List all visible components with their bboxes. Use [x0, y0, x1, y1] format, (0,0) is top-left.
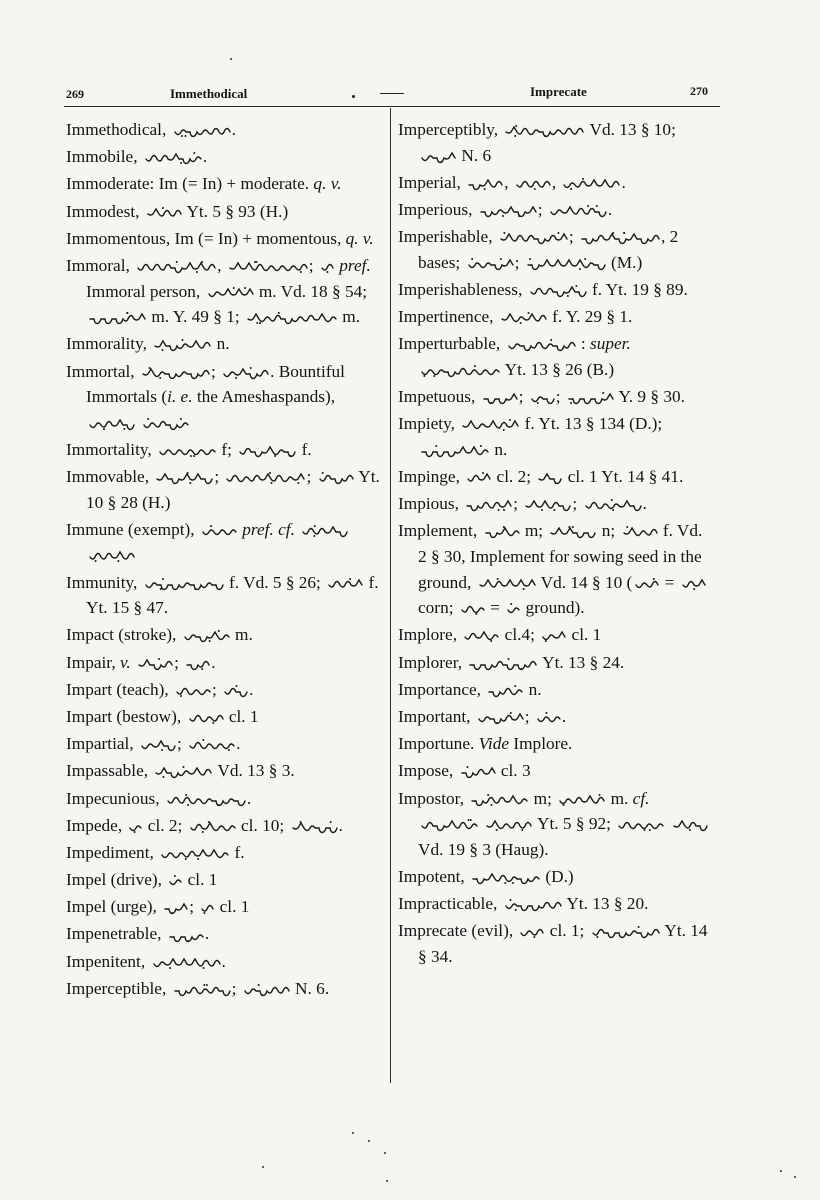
entry-text: ;	[513, 494, 523, 514]
entry-text: ;	[214, 467, 224, 487]
entry-text: Vd. 19 § 3 (Haug).	[418, 839, 549, 859]
entry-text: N. 6.	[290, 978, 330, 998]
entry-text: Yt. 5 § 93 (H.)	[182, 201, 289, 221]
entry-text: ;	[306, 467, 316, 487]
dictionary-entry	[398, 170, 714, 196]
left-running-headword: Immethodical	[170, 86, 248, 101]
entry-text: Impetuous,	[398, 387, 480, 407]
avestan-word-glyph	[299, 523, 349, 539]
avestan-word-glyph	[482, 524, 521, 540]
entry-text: Impact (stroke),	[66, 625, 181, 645]
avestan-word-glyph	[418, 149, 457, 165]
entry-text: Immoral,	[66, 255, 135, 275]
entry-text: ;	[174, 652, 184, 672]
avestan-word-glyph	[502, 897, 563, 913]
entry-text: n.	[212, 334, 230, 354]
dictionary-entry	[66, 331, 384, 357]
dictionary-entry	[66, 867, 384, 893]
avestan-word-glyph	[164, 792, 247, 808]
avestan-word-glyph	[325, 576, 364, 592]
entry-text: n.	[490, 439, 508, 459]
entry-text: : super.	[576, 334, 631, 354]
avestan-word-glyph	[463, 497, 513, 513]
avestan-word-glyph	[226, 259, 309, 275]
dictionary-entry	[66, 226, 384, 252]
avestan-word-glyph	[578, 230, 661, 246]
dictionary-entry	[398, 758, 714, 784]
avestan-word-glyph	[151, 337, 212, 353]
entry-text: Imperceptible,	[66, 978, 171, 998]
entry-text: Yt. 13 § 24.	[538, 652, 625, 672]
dictionary-entry	[66, 813, 384, 839]
dictionary-entry	[66, 199, 384, 225]
entry-text: Impenitent,	[66, 951, 150, 971]
entry-text: cl. 1	[224, 706, 259, 726]
entry-text: m.	[230, 625, 253, 645]
avestan-word-glyph	[513, 176, 552, 192]
entry-text: ground).	[521, 598, 585, 618]
entry-text: ;	[568, 227, 578, 247]
entry-text: m. cf.	[606, 788, 650, 808]
dictionary-entry	[398, 731, 714, 757]
avestan-word-glyph	[241, 982, 291, 998]
avestan-word-glyph	[171, 982, 232, 998]
avestan-word-glyph	[236, 443, 297, 459]
avestan-word-glyph	[418, 817, 479, 833]
entry-text: Impostor,	[398, 788, 469, 808]
entry-text: ,	[551, 172, 561, 192]
entry-text: .	[231, 120, 236, 139]
entry-text: cl. 1	[215, 897, 250, 917]
entry-text: Impecunious,	[66, 788, 164, 808]
entry-text: f. Yt. 19 § 89.	[587, 279, 688, 299]
avestan-word-glyph	[517, 924, 545, 940]
entry-text: Impediment,	[66, 842, 159, 862]
entry-text: .	[338, 815, 343, 835]
entry-text: .	[561, 706, 567, 726]
entry-text: ;	[524, 706, 534, 726]
entry-text: pref. cf.	[242, 519, 295, 539]
entry-text: Yt. 10 § 28 (H.)	[86, 467, 380, 512]
entry-text: Implement,	[398, 521, 482, 541]
dictionary-entry	[66, 437, 384, 463]
avestan-word-glyph	[181, 628, 231, 644]
avestan-word-glyph	[161, 900, 189, 916]
entry-text: Immomentous, Im (= In) + momentous, q. v.	[66, 228, 374, 248]
avestan-word-glyph	[556, 792, 606, 808]
avestan-word-glyph	[670, 817, 709, 833]
entry-text: f. Y. 29 § 1.	[547, 307, 633, 327]
avestan-word-glyph	[418, 363, 501, 379]
entry-text: =	[485, 598, 505, 618]
entry-text: .	[621, 172, 626, 192]
avestan-word-glyph	[535, 470, 563, 486]
entry-text: .	[204, 924, 210, 944]
avestan-word-glyph	[150, 955, 222, 971]
entry-text: .	[236, 734, 241, 754]
print-speck	[368, 1140, 370, 1142]
avestan-word-glyph	[139, 365, 211, 381]
entry-text: Impartial,	[66, 734, 138, 754]
entry-text: cl.4;	[500, 625, 540, 645]
entry-text: Immortal,	[66, 361, 139, 381]
print-speck	[230, 58, 232, 60]
column-divider	[390, 108, 391, 1083]
avestan-word-glyph	[565, 390, 615, 406]
avestan-word-glyph	[498, 310, 548, 326]
entry-text: .	[211, 652, 216, 672]
right-column	[398, 117, 714, 971]
entry-text: ;	[212, 679, 222, 699]
avestan-word-glyph	[220, 365, 270, 381]
dictionary-entry	[398, 304, 714, 330]
entry-text: ;	[189, 897, 199, 917]
entry-text: cl. 1 Yt. 14 § 41.	[563, 467, 684, 487]
avestan-word-glyph	[615, 817, 665, 833]
avestan-word-glyph	[458, 764, 497, 780]
dictionary-entry	[66, 677, 384, 703]
entry-text: Impel (drive),	[66, 870, 167, 890]
avestan-word-glyph	[475, 710, 525, 726]
entry-text: m.	[337, 307, 361, 327]
entry-text: .	[202, 147, 208, 167]
dictionary-entry	[66, 731, 384, 757]
dictionary-entry	[398, 677, 714, 703]
avestan-word-glyph	[589, 924, 661, 940]
entry-text: , 2 bases;	[418, 227, 679, 272]
print-speck	[384, 1152, 386, 1154]
avestan-word-glyph	[289, 819, 339, 835]
avestan-word-glyph	[679, 576, 707, 592]
dictionary-entry	[398, 331, 714, 382]
avestan-word-glyph	[171, 123, 232, 139]
entry-text: Impart (bestow),	[66, 706, 186, 726]
entry-text: =	[660, 572, 679, 592]
header-dot	[352, 95, 355, 98]
entry-text: Immovable,	[66, 467, 154, 487]
avestan-word-glyph	[142, 150, 203, 166]
avestan-word-glyph	[480, 390, 519, 406]
print-speck	[780, 1170, 782, 1172]
entry-text: f.	[297, 439, 312, 459]
avestan-word-glyph	[152, 764, 213, 780]
entry-text: Importune. Vide Implore.	[398, 734, 573, 754]
entry-text: Impinge,	[398, 467, 465, 487]
avestan-word-glyph	[547, 524, 597, 540]
avestan-word-glyph	[186, 737, 236, 753]
dictionary-entry	[398, 518, 714, 620]
dictionary-entry	[66, 976, 384, 1002]
right-page-number: 270	[690, 84, 708, 98]
entry-text: Implorer,	[398, 652, 467, 672]
avestan-word-glyph	[534, 710, 562, 726]
entry-text: Immoderate: Im (= In) + moderate. q. v.	[66, 174, 342, 194]
entry-text: Impious,	[398, 494, 464, 514]
entry-text: Yt. 5 § 92;	[533, 814, 616, 834]
avestan-word-glyph	[547, 203, 608, 219]
dictionary-entry	[66, 144, 384, 170]
avestan-word-glyph	[158, 846, 230, 862]
entry-text: cl. 1	[183, 870, 218, 890]
dictionary-entry	[398, 464, 714, 490]
entry-text: Immortality,	[66, 439, 157, 459]
entry-text: m. Vd. 18 § 54;	[254, 281, 368, 301]
avestan-word-glyph	[199, 523, 238, 539]
entry-text: Y. 9 § 30.	[614, 387, 685, 407]
entry-text: Immodest,	[66, 201, 144, 221]
entry-text: Impenetrable,	[66, 924, 166, 944]
entry-text: .	[642, 494, 647, 514]
dictionary-entry	[398, 704, 714, 730]
dictionary-entry	[66, 758, 384, 784]
entry-text: Imprecate (evil),	[398, 921, 518, 941]
entry-text: Impede,	[66, 815, 127, 835]
dictionary-entry	[398, 384, 714, 410]
avestan-word-glyph	[466, 656, 538, 672]
avestan-word-glyph	[469, 870, 541, 886]
avestan-word-glyph	[142, 576, 225, 592]
avestan-word-glyph	[126, 819, 143, 835]
avestan-word-glyph	[86, 548, 136, 564]
print-speck	[262, 1166, 264, 1168]
entry-text: Yt. 13 § 26 (B.)	[501, 359, 615, 379]
avestan-word-glyph	[221, 683, 249, 699]
entry-text: f.	[230, 842, 245, 862]
avestan-word-glyph	[223, 470, 306, 486]
entry-text: N. 6	[457, 145, 492, 165]
print-speck	[794, 1176, 796, 1178]
entry-text: cl. 2;	[143, 815, 187, 835]
entry-text: ;	[176, 734, 187, 754]
avestan-word-glyph	[183, 656, 211, 672]
dictionary-entry	[66, 359, 384, 436]
avestan-word-glyph	[485, 683, 524, 699]
avestan-word-glyph	[527, 283, 588, 299]
avestan-word-glyph	[205, 285, 255, 301]
dictionary-entry	[398, 411, 714, 462]
avestan-word-glyph	[497, 230, 569, 246]
avestan-word-glyph	[186, 710, 225, 726]
entry-text: f. Vd. 2 § 30, Implement for sowing seed in the ground,	[418, 521, 703, 592]
entry-text: Immethodical,	[66, 120, 171, 139]
avestan-word-glyph	[166, 873, 183, 889]
entry-text: ;	[210, 361, 221, 381]
avestan-word-glyph	[505, 337, 577, 353]
dictionary-entry	[66, 464, 384, 515]
entry-text: Implore,	[398, 625, 462, 645]
entry-text: ;	[514, 252, 524, 272]
avestan-word-glyph	[144, 205, 183, 221]
entry-text: Immunity,	[66, 572, 142, 592]
avestan-word-glyph	[476, 576, 537, 592]
entry-text: Impose,	[398, 761, 458, 781]
avestan-word-glyph	[477, 203, 538, 219]
avestan-word-glyph	[316, 470, 355, 486]
entry-text: ;	[555, 387, 565, 407]
entry-text: cl. 1	[567, 625, 602, 645]
entry-text: cl. 3	[496, 761, 531, 781]
dictionary-entry	[398, 622, 714, 648]
avestan-word-glyph	[522, 497, 572, 513]
avestan-word-glyph	[560, 176, 621, 192]
dictionary-entry	[398, 918, 714, 969]
avestan-word-glyph	[318, 259, 335, 275]
entry-text: Yt. 13 § 20.	[562, 894, 649, 914]
entry-text: cl. 1;	[545, 921, 589, 941]
entry-text: Imperceptibly,	[398, 120, 503, 139]
avestan-word-glyph	[135, 656, 174, 672]
avestan-word-glyph	[153, 470, 214, 486]
entry-text: Vd. 13 § 3.	[213, 761, 295, 781]
entry-text: Impel (urge),	[66, 897, 162, 917]
entry-text: .	[249, 679, 254, 699]
left-page-number: 269	[66, 87, 84, 101]
right-running-headword: Imprecate	[530, 84, 587, 99]
entry-text: m;	[520, 521, 548, 541]
entry-text: Impotent,	[398, 866, 470, 886]
avestan-word-glyph	[502, 123, 585, 139]
dictionary-entry	[398, 786, 714, 863]
entry-text: . Bountiful Immortals (i. e. the Ameshaspands),	[86, 361, 345, 407]
entry-text: Impair, v.	[66, 652, 131, 672]
avestan-word-glyph	[465, 256, 515, 272]
entry-text: n.	[524, 679, 542, 699]
entry-text: .	[246, 788, 252, 808]
avestan-word-glyph	[524, 256, 607, 272]
entry-text: f;	[217, 439, 237, 459]
entry-text: Impart (teach),	[66, 679, 173, 699]
dictionary-entry	[398, 197, 714, 223]
dictionary-entry	[398, 891, 714, 917]
left-column	[66, 117, 384, 1003]
avestan-word-glyph	[528, 390, 556, 406]
dictionary-entry	[66, 117, 384, 143]
entry-text: f. Yt. 15 § 47.	[86, 572, 379, 618]
entry-text: pref. Immoral person,	[86, 255, 371, 301]
avestan-word-glyph	[465, 176, 504, 192]
avestan-word-glyph	[156, 443, 217, 459]
avestan-word-glyph	[468, 792, 529, 808]
dictionary-entry	[398, 117, 714, 168]
print-speck	[386, 1180, 388, 1182]
avestan-word-glyph	[458, 601, 486, 617]
avestan-word-glyph	[86, 310, 147, 326]
entry-text: Imperishableness,	[398, 279, 527, 299]
avestan-word-glyph	[620, 524, 659, 540]
dictionary-entry	[66, 570, 384, 621]
entry-text: f. Yt. 13 § 134 (D.);	[520, 414, 663, 434]
avestan-word-glyph	[582, 497, 643, 513]
dictionary-entry	[66, 517, 384, 568]
dictionary-entry	[398, 224, 714, 275]
header-dash	[380, 93, 404, 94]
avestan-word-glyph	[483, 817, 533, 833]
dictionary-entry	[66, 171, 384, 197]
avestan-word-glyph	[187, 819, 237, 835]
entry-text: Important,	[398, 706, 475, 726]
entry-text: ;	[518, 387, 528, 407]
entry-text: f. Vd. 5 § 26;	[224, 572, 326, 592]
avestan-word-glyph	[632, 576, 660, 592]
entry-text: Impertinence,	[398, 307, 498, 327]
entry-text: ;	[231, 978, 241, 998]
print-speck	[352, 1132, 354, 1134]
avestan-word-glyph	[418, 443, 490, 459]
entry-text: Yt. 14 § 34.	[418, 921, 708, 966]
entry-text: .	[607, 199, 613, 219]
dictionary-entry	[66, 840, 384, 866]
entry-text: Impassable,	[66, 761, 153, 781]
entry-text: Imperturbable,	[398, 334, 505, 354]
avestan-word-glyph	[539, 628, 567, 644]
dictionary-entry	[66, 786, 384, 812]
avestan-word-glyph	[173, 683, 212, 699]
avestan-word-glyph	[504, 601, 521, 617]
dictionary-entry	[66, 253, 384, 330]
entry-text: m;	[529, 788, 557, 808]
dictionary-entry	[398, 491, 714, 517]
entry-text: Immobile,	[66, 147, 142, 167]
entry-text: Impracticable,	[398, 894, 502, 914]
avestan-word-glyph	[464, 470, 492, 486]
dictionary-entry	[66, 949, 384, 975]
entry-text: (M.)	[606, 252, 643, 272]
dictionary-entry	[66, 921, 384, 947]
avestan-word-glyph	[138, 737, 177, 753]
avestan-word-glyph	[198, 900, 215, 916]
entry-text: Impiety,	[398, 414, 460, 434]
entry-text: n;	[597, 521, 620, 541]
entry-text: Imperial,	[398, 172, 466, 192]
dictionary-entry	[66, 622, 384, 648]
entry-text: cl. 2;	[492, 467, 536, 487]
entry-text: ,	[504, 172, 513, 192]
entry-text: Importance,	[398, 679, 486, 699]
avestan-word-glyph	[244, 310, 338, 326]
entry-text: ;	[308, 255, 318, 275]
entry-text: .	[221, 951, 226, 971]
entry-text: ;	[572, 494, 582, 514]
dictionary-entry	[66, 894, 384, 920]
dictionary-entry	[398, 864, 714, 890]
avestan-word-glyph	[459, 417, 520, 433]
avestan-word-glyph	[134, 259, 217, 275]
dictionary-entry	[398, 277, 714, 303]
entry-text: (D.)	[541, 866, 574, 886]
entry-text: corn;	[418, 598, 458, 618]
entry-text: Immorality,	[66, 334, 152, 354]
dictionary-entry	[66, 650, 384, 676]
entry-text: Vd. 14 § 10 (	[536, 572, 633, 592]
entry-text: ;	[537, 199, 547, 219]
dictionary-entry	[66, 704, 384, 730]
entry-text: cl. 10;	[236, 815, 289, 835]
avestan-word-glyph	[86, 416, 136, 432]
entry-text: Imperious,	[398, 199, 477, 219]
avestan-word-glyph	[461, 628, 500, 644]
header-rule	[64, 106, 720, 107]
avestan-word-glyph	[140, 416, 190, 432]
entry-text: Imperishable,	[398, 227, 497, 247]
dictionary-entry	[398, 650, 714, 676]
entry-text: Vd. 13 § 10;	[585, 120, 676, 139]
entry-text: ,	[217, 255, 226, 275]
entry-text: Immune (exempt),	[66, 519, 199, 539]
entry-text: m. Y. 49 § 1;	[147, 307, 244, 327]
avestan-word-glyph	[166, 928, 205, 944]
